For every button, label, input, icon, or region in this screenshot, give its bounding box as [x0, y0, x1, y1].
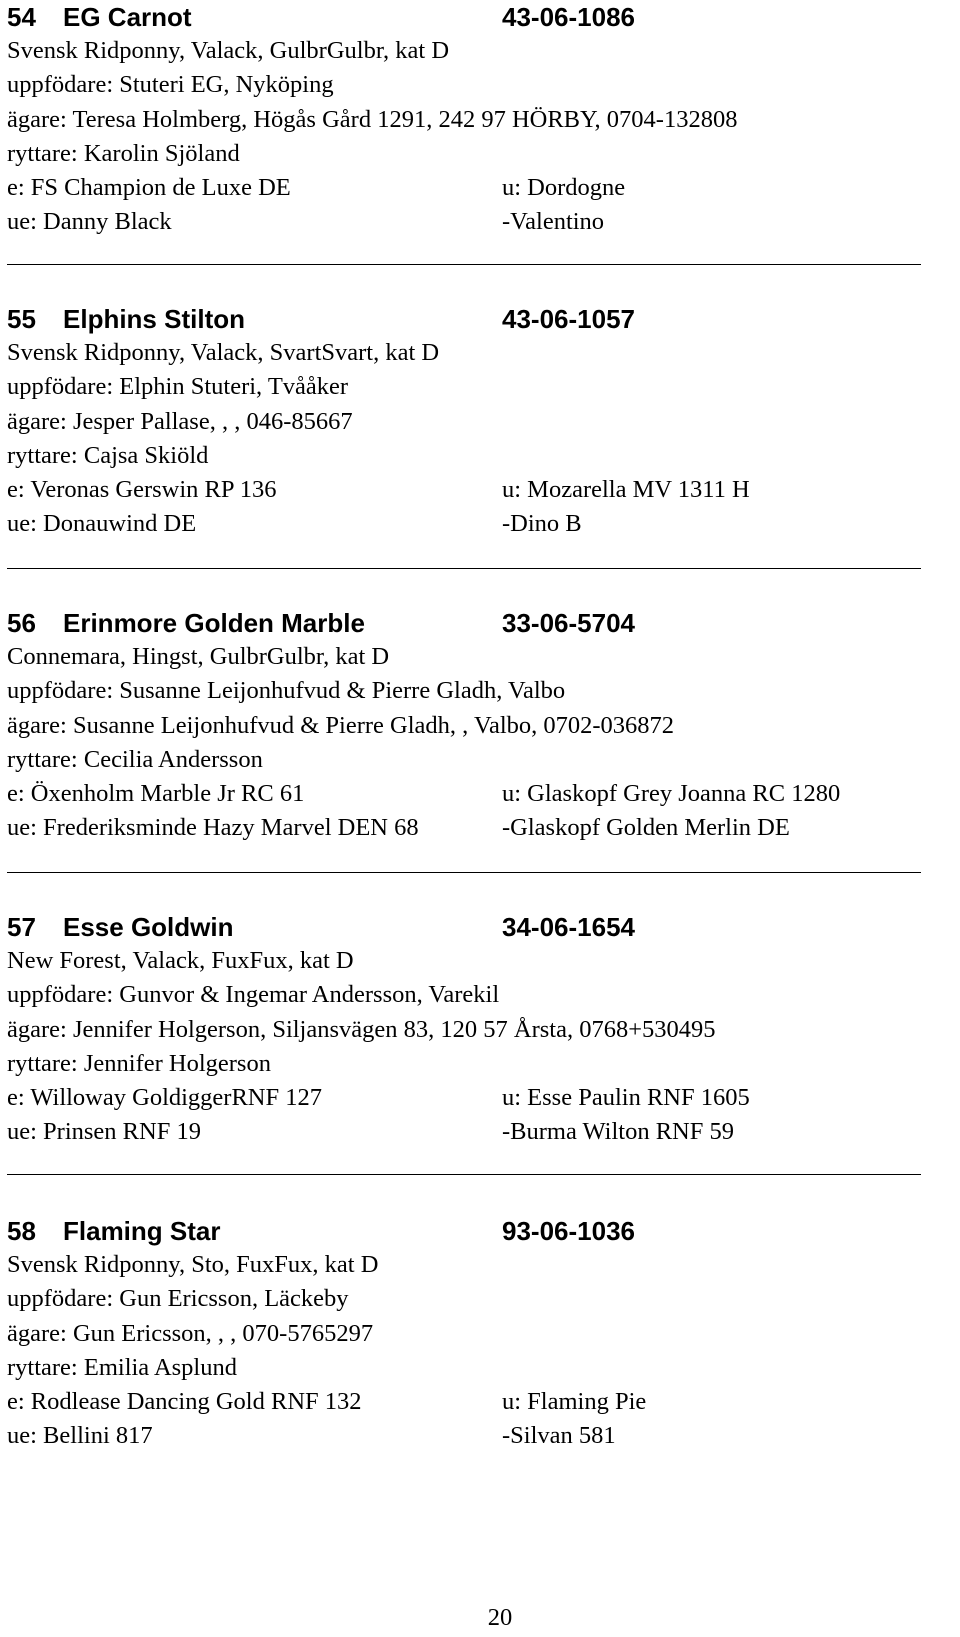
breeder-line: uppfödare: Susanne Leijonhufvud & Pierre Gladh, Valbo: [7, 677, 566, 705]
breeder-line: uppfödare: Elphin Stuteri, Tvååker: [7, 373, 349, 401]
registration-number: 43-06-1086: [502, 2, 635, 32]
dam: u: Esse Paulin RNF 1605: [502, 1084, 750, 1112]
registration-number: 43-06-1057: [502, 304, 635, 334]
entry-heading: [7, 302, 927, 336]
entry-number: 57: [7, 912, 36, 942]
pedigree-row-2: [7, 811, 927, 845]
sire: e: FS Champion de Luxe DE: [7, 174, 291, 202]
dam-dam: -Glaskopf Golden Merlin DE: [502, 814, 790, 842]
horse-entry: [7, 0, 927, 240]
entry-heading: [7, 910, 927, 944]
sire: e: Rodlease Dancing Gold RNF 132: [7, 1388, 362, 1416]
pedigree-row-1: [7, 777, 927, 811]
dam: u: Mozarella MV 1311 H: [502, 476, 750, 504]
pedigree-row-1: [7, 1081, 927, 1115]
pedigree-row-2: [7, 205, 927, 239]
dam-sire: ue: Donauwind DE: [7, 510, 197, 538]
horse-name: Flaming Star: [63, 1216, 221, 1246]
dam-dam: -Burma Wilton RNF 59: [502, 1118, 734, 1146]
sire: e: Veronas Gerswin RP 136: [7, 476, 277, 504]
registration-number: 93-06-1036: [502, 1216, 635, 1246]
dam: u: Glaskopf Grey Joanna RC 1280: [502, 780, 841, 808]
rider-line: ryttare: Jennifer Holgerson: [7, 1049, 271, 1077]
dam: u: Dordogne: [502, 174, 626, 202]
entry-divider: [7, 1174, 921, 1175]
horse-entry: [7, 302, 927, 542]
entry-heading: [7, 606, 927, 640]
registration-number: 34-06-1654: [502, 912, 635, 942]
breed-line: Svensk Ridponny, Valack, SvartSvart, kat D: [7, 339, 440, 366]
dam-sire: ue: Prinsen RNF 19: [7, 1118, 201, 1146]
dam-dam: -Silvan 581: [502, 1422, 616, 1450]
pedigree-row-1: [7, 1385, 927, 1419]
entry-heading: [7, 1214, 927, 1248]
entry-number: 55: [7, 304, 36, 334]
dam-sire: ue: Frederiksminde Hazy Marvel DEN 68: [7, 814, 419, 842]
pedigree-row-1: [7, 473, 927, 507]
owner-line: ägare: Gun Ericsson, , , 070-5765297: [7, 1319, 374, 1347]
breed-line: Connemara, Hingst, GulbrGulbr, kat D: [7, 643, 390, 670]
rider-line: ryttare: Cecilia Andersson: [7, 745, 263, 773]
owner-line: ägare: Susanne Leijonhufvud & Pierre Gladh, , Valbo, 0702-036872: [7, 711, 675, 739]
horse-name: Elphins Stilton: [63, 304, 245, 334]
breeder-line: uppfödare: Gunvor & Ingemar Andersson, Varekil: [7, 981, 500, 1009]
horse-name: EG Carnot: [63, 2, 192, 32]
breed-line: Svensk Ridponny, Valack, GulbrGulbr, kat D: [7, 37, 450, 64]
rider-line: ryttare: Cajsa Skiöld: [7, 441, 209, 469]
horse-entry: [7, 606, 927, 846]
dam-dam: -Dino B: [502, 510, 582, 538]
dam-sire: ue: Bellini 817: [7, 1422, 153, 1450]
owner-line: ägare: Jesper Pallase, , , 046-85667: [7, 407, 353, 435]
horse-entry: [7, 910, 927, 1150]
horse-entry: [7, 1214, 927, 1454]
breeder-line: uppfödare: Gun Ericsson, Läckeby: [7, 1285, 349, 1313]
entry-divider: [7, 264, 921, 265]
pedigree-row-2: [7, 1419, 927, 1453]
page-number: 20: [487, 1604, 513, 1631]
pedigree-row-1: [7, 171, 927, 205]
sire: e: Willoway GoldiggerRNF 127: [7, 1084, 322, 1112]
entry-number: 56: [7, 608, 36, 638]
breeder-line: uppfödare: Stuteri EG, Nyköping: [7, 71, 334, 99]
entry-divider: [7, 568, 921, 569]
entry-number: 54: [7, 2, 36, 32]
breed-line: New Forest, Valack, FuxFux, kat D: [7, 947, 354, 974]
rider-line: ryttare: Emilia Asplund: [7, 1353, 237, 1381]
sire: e: Öxenholm Marble Jr RC 61: [7, 780, 305, 808]
owner-line: ägare: Teresa Holmberg, Högås Gård 1291, 242 97 HÖRBY, 0704-132808: [7, 105, 738, 133]
pedigree-row-2: [7, 1115, 927, 1149]
registration-number: 33-06-5704: [502, 608, 635, 638]
entry-divider: [7, 872, 921, 873]
entry-number: 58: [7, 1216, 36, 1246]
rider-line: ryttare: Karolin Sjöland: [7, 139, 240, 167]
owner-line: ägare: Jennifer Holgerson, Siljansvägen 83, 120 57 Årsta, 0768+530495: [7, 1015, 716, 1043]
entry-heading: [7, 0, 927, 34]
horse-name: Esse Goldwin: [63, 912, 234, 942]
dam-sire: ue: Danny Black: [7, 208, 172, 236]
dam: u: Flaming Pie: [502, 1388, 647, 1416]
horse-name: Erinmore Golden Marble: [63, 608, 365, 638]
dam-dam: -Valentino: [502, 208, 605, 236]
breed-line: Svensk Ridponny, Sto, FuxFux, kat D: [7, 1251, 379, 1278]
pedigree-row-2: [7, 507, 927, 541]
